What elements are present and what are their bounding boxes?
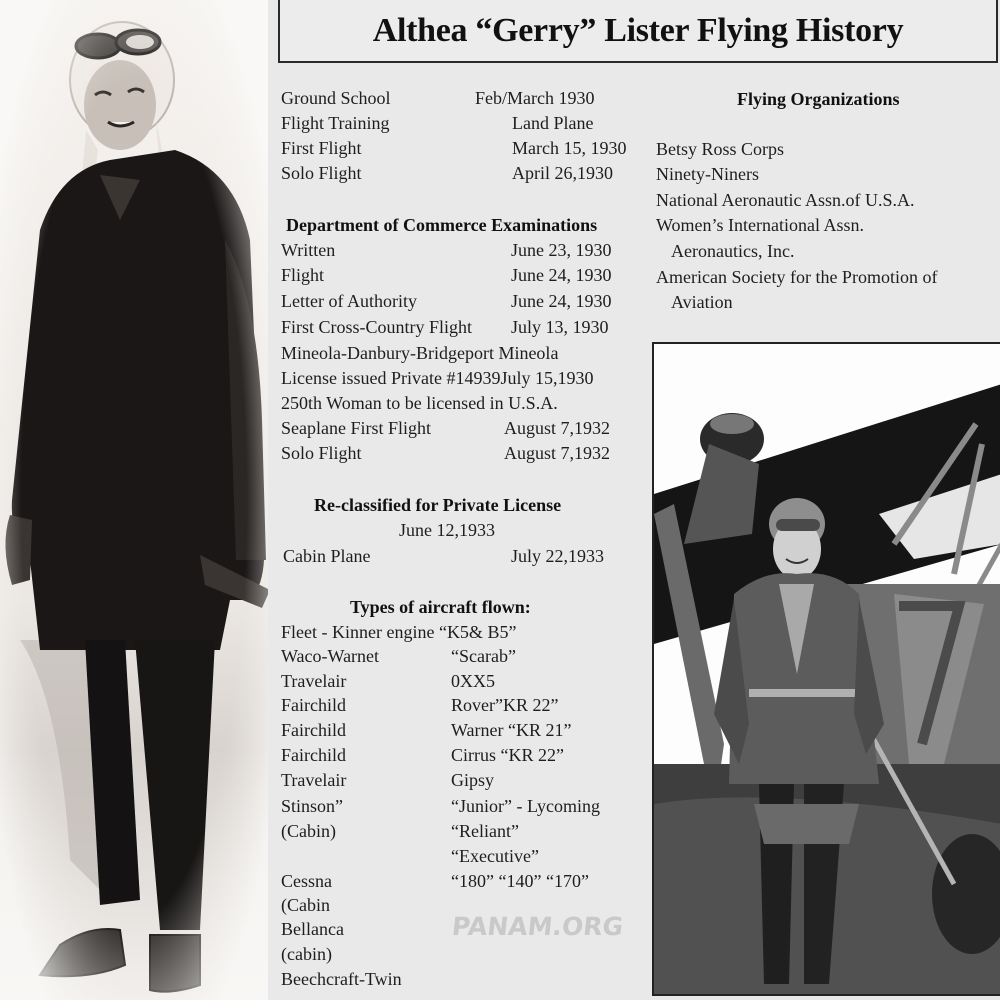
reclassified-date: June 12,1933 [399,520,495,540]
aircraft-first-line: Fleet - Kinner engine “K5& B5” [281,622,517,642]
organization-item: Betsy Ross Corps [656,139,785,159]
training-label: Solo Flight [281,163,362,183]
watermark: PANAM.ORG [450,912,625,941]
aircraft-model: Warner “KR 21” [451,720,572,740]
commerce-value: June 23, 1930 [511,240,612,260]
aircraft-heading: Types of aircraft flown: [350,597,531,617]
aircraft-make: (Cabin) [281,821,336,841]
reclassified-heading: Re-classified for Private License [314,495,562,515]
aircraft-make: (cabin) [281,944,332,964]
organizations-heading: Flying Organizations [737,89,900,109]
license-note: 250th Woman to be licensed in U.S.A. [281,393,558,413]
organization-item: Aeronautics, Inc. [671,241,795,261]
commerce-heading: Department of Commerce Examinations [286,215,598,235]
training-value: Land Plane [512,113,594,133]
commerce-label: Solo Flight [281,443,362,463]
aircraft-make: Waco-Warnet [281,646,380,666]
aircraft-make: Beechcraft-Twin [281,969,402,989]
portrait-photo-left [0,0,268,1000]
aircraft-model: Rover”KR 22” [451,695,559,715]
aircraft-make: Travelair [281,770,347,790]
training-label: First Flight [281,138,362,158]
aircraft-model: “Scarab” [451,646,516,666]
commerce-value: August 7,1932 [504,418,611,438]
aircraft-model: Cirrus “KR 22” [451,745,564,765]
aircraft-make: Fairchild [281,720,346,740]
commerce-value: June 24, 1930 [511,291,612,311]
license-issued: License issued Private #14939July 15,1930 [281,368,594,388]
organization-item: Aviation [671,292,733,312]
aviator-biplane-image [654,344,1000,996]
aircraft-model: Gipsy [451,770,495,790]
reclassified-label: Cabin Plane [283,546,371,566]
commerce-label: Written [281,240,336,260]
reclassified-value: July 22,1933 [511,546,605,566]
title-box [278,0,998,63]
aircraft-model: 0XX5 [451,671,495,691]
organization-item: Ninety-Niners [656,164,759,184]
commerce-label: Seaplane First Flight [281,418,431,438]
training-value: Feb/March 1930 [475,88,595,108]
commerce-value: June 24, 1930 [511,265,612,285]
organization-item: National Aeronautic Assn.of U.S.A. [656,190,915,210]
aircraft-make: Bellanca [281,919,344,939]
aircraft-make: Cessna [281,871,332,891]
photo-right [652,342,1000,996]
commerce-label: Flight [281,265,325,285]
aircraft-model: “Executive” [451,846,539,866]
aircraft-make: Stinson” [281,796,344,816]
training-value: April 26,1930 [512,163,613,183]
training-label: Ground School [281,88,391,108]
aircraft-make: (Cabin [281,895,330,915]
organization-item: Women’s International Assn. [656,215,865,235]
aviator-portrait-image [0,0,268,1000]
aircraft-model: “180” “140” “170” [451,871,589,891]
aircraft-model: “Junior” - Lycoming [451,796,600,816]
training-label: Flight Training [281,113,390,133]
commerce-value: August 7,1932 [504,443,611,463]
aircraft-make: Fairchild [281,745,346,765]
aircraft-model: “Reliant” [451,821,519,841]
commerce-value: July 13, 1930 [511,317,609,337]
cross-country-route: Mineola-Danbury-Bridgeport Mineola [281,343,559,363]
aircraft-make: Travelair [281,671,347,691]
aircraft-make: Fairchild [281,695,346,715]
commerce-label: First Cross-Country Flight [281,317,473,337]
training-value: March 15, 1930 [512,138,627,158]
page-title: Althea “Gerry” Lister Flying History [372,11,904,49]
organization-item: American Society for the Promotion of [656,267,938,287]
commerce-label: Letter of Authority [281,291,417,311]
